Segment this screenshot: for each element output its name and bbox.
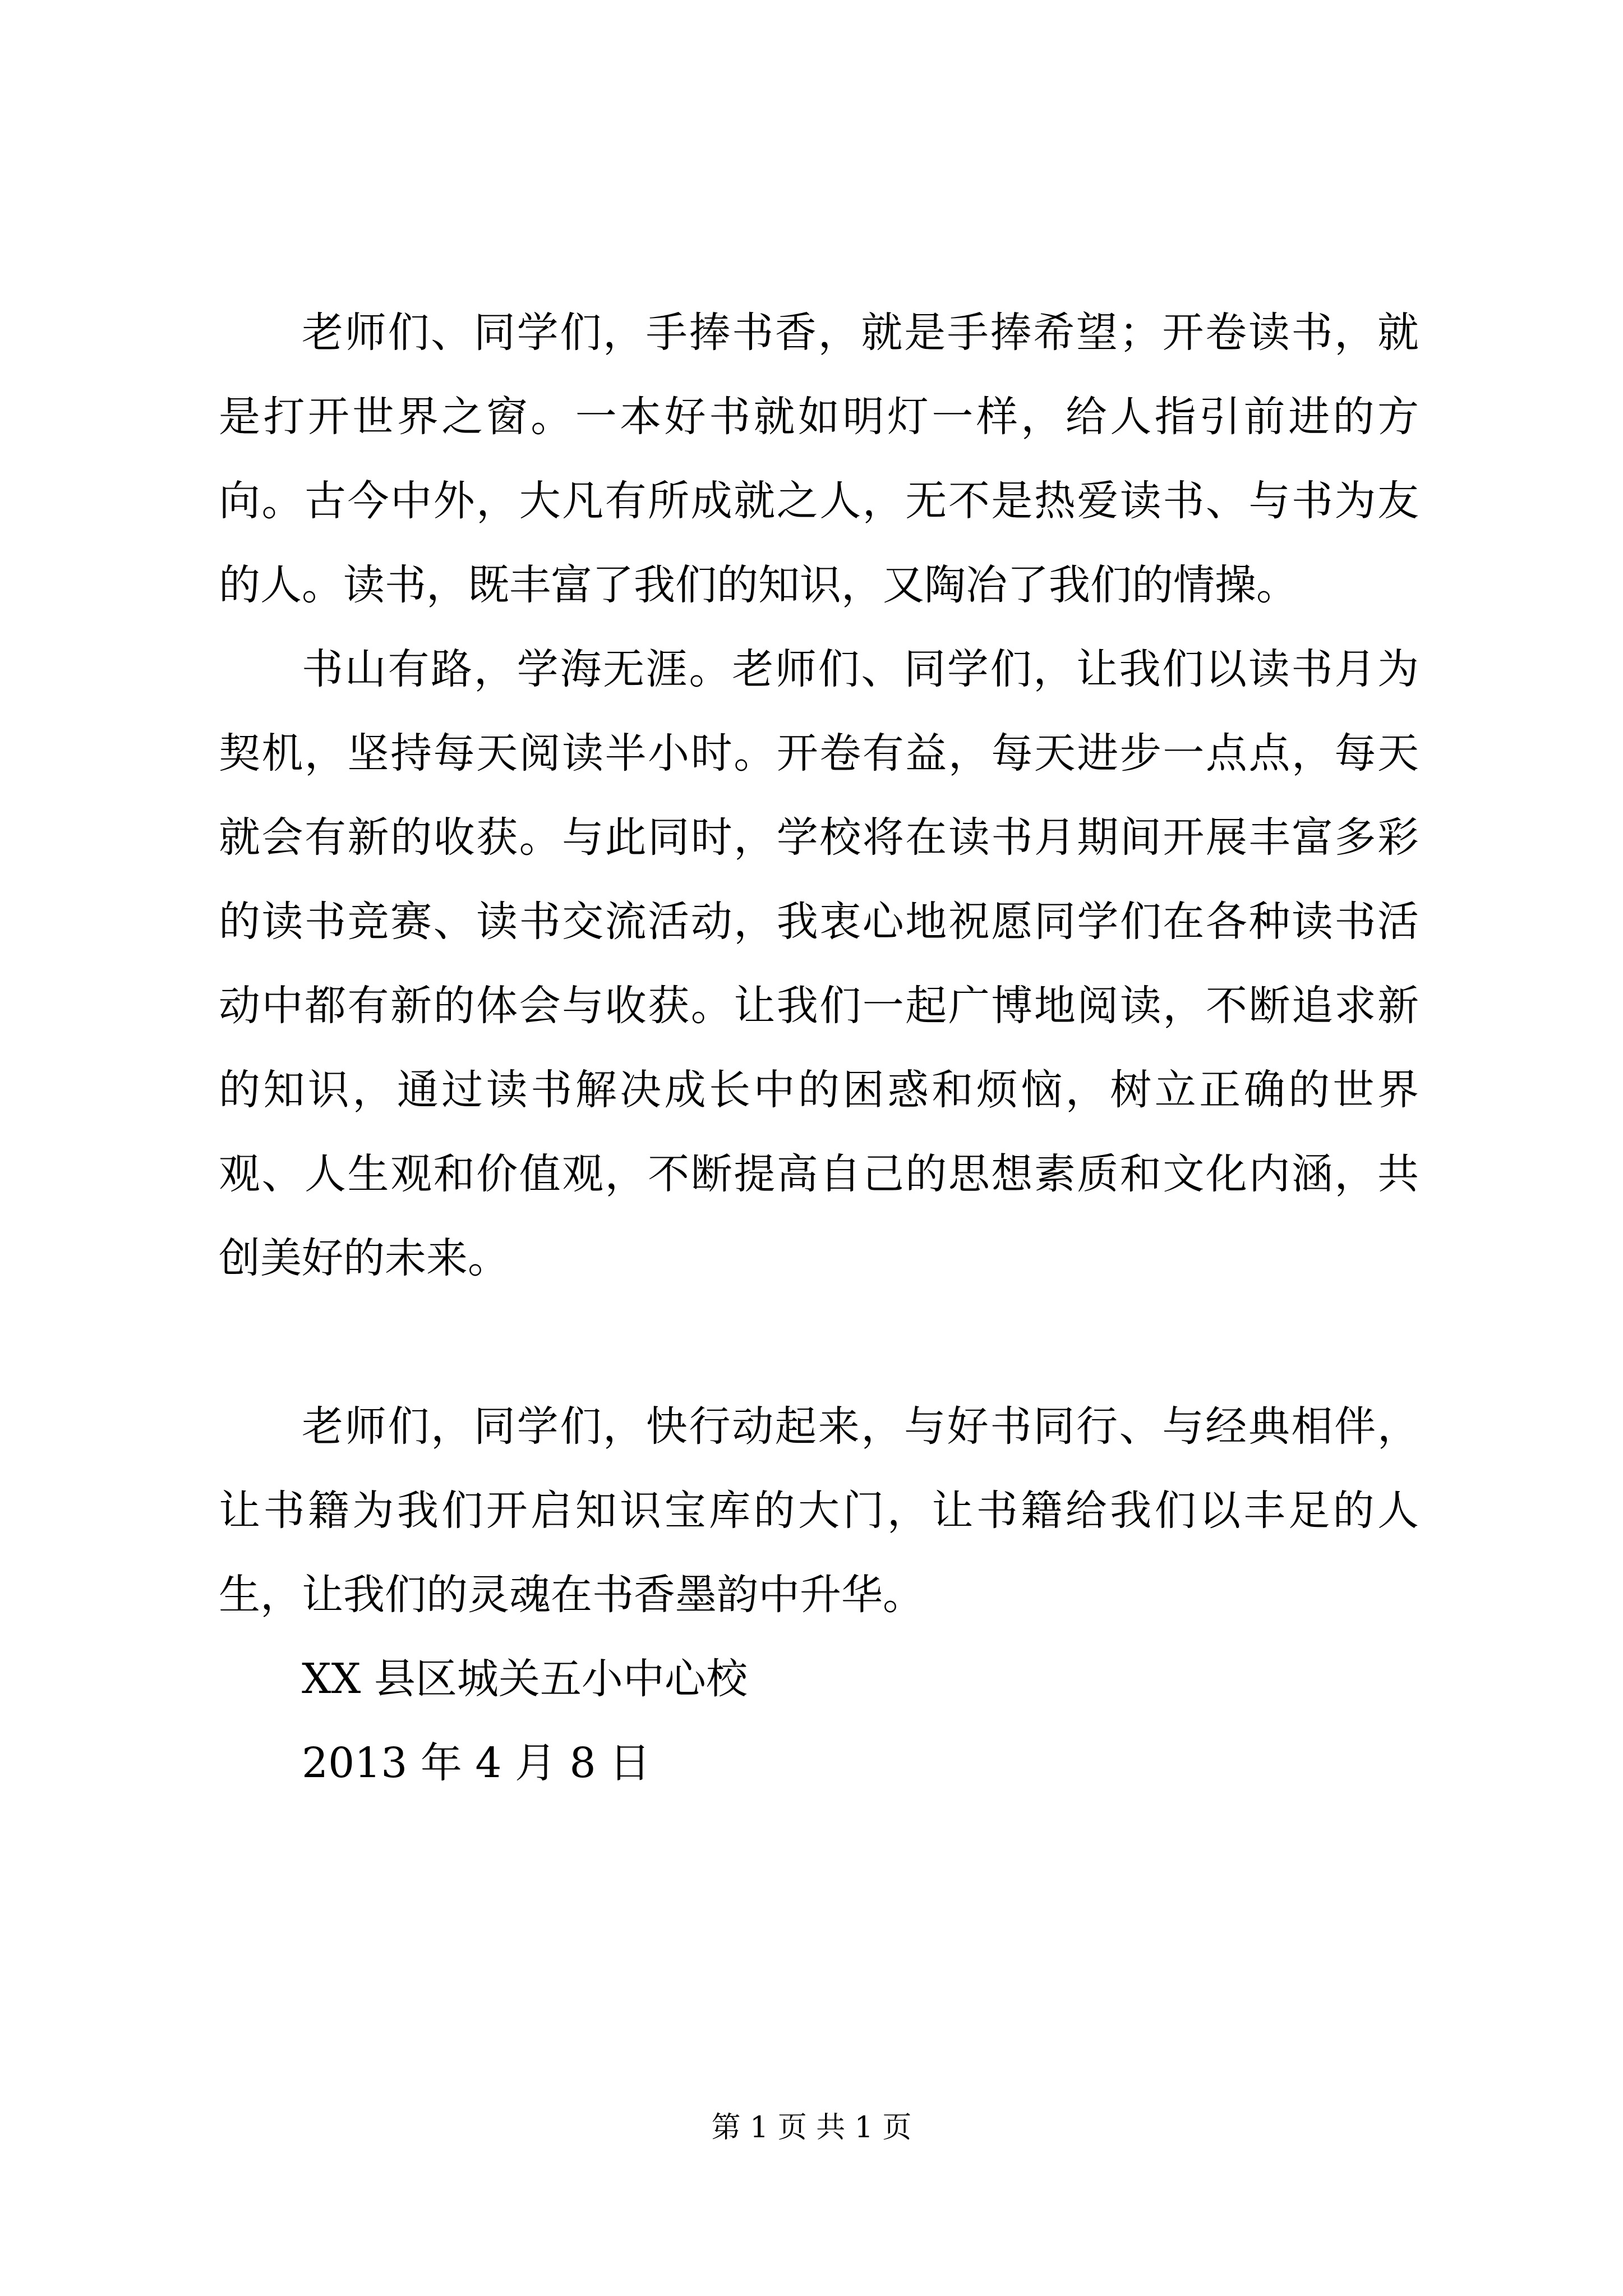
document-body xyxy=(219,291,1419,1805)
signature-date: 2013 年 4 月 8 日 xyxy=(302,1739,651,1787)
page-footer: 第 1 页 共 1 页 xyxy=(711,2111,912,2145)
paragraph-call-to-action: 老师们，同学们，快行动起来，与好书同行、与经典相伴，让书籍为我们开启知识宝库的大门，让书籍给我们以丰足的人生，让我们的灵魂在书香墨韵中升华。 xyxy=(219,1402,1419,1619)
paragraph-reading-month: 书山有路，学海无涯。老师们、同学们，让我们以读书月为契机，坚持每天阅读半小时。开卷有益，每天进步一点点，每天就会有新的收获。与此同时，学校将在读书月期间开展丰富多彩的读书竞赛、读书交流活动，我衷心地祝愿同学们在各种读书活动中都有新的体会与收获。让我们一起广博地阅读，不断追求新的知识，通过读书解决成长中的困惑和烦恼，树立正确的世界观、人生观和价值观，不断提高自己的思想素质和文化内涵，共创美好的未来。 xyxy=(219,645,1419,1282)
signature-organization: XX 县区城关五小中心校 xyxy=(302,1655,748,1703)
paragraph-reading-intro: 老师们、同学们，手捧书香，就是手捧希望；开卷读书，就是打开世界之窗。一本好书就如明灯一样，给人指引前进的方向。古今中外，大凡有所成就之人，无不是热爱读书、与书为友的人。读书，既丰富了我们的知识，又陶冶了我们的情操。 xyxy=(219,309,1419,609)
